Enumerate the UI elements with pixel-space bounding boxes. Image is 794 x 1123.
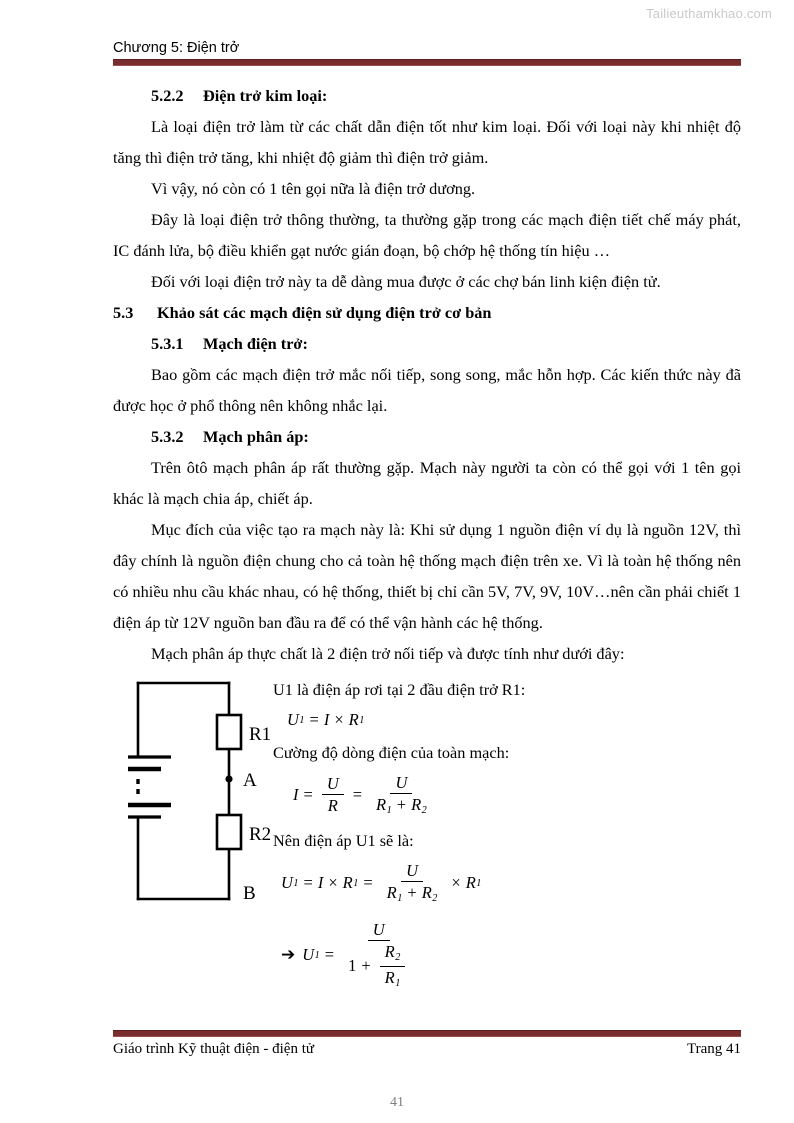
footer-left-text: Giáo trình Kỹ thuật điện - điện tử: [113, 1041, 315, 1057]
arrow-right-icon: ➔: [281, 945, 296, 966]
figure-and-equations: [113, 675, 741, 997]
eq3-fraction: [382, 861, 443, 906]
eq3-times-1: ×: [328, 873, 338, 893]
eq1-times: ×: [334, 710, 344, 729]
eq3-equals-1: =: [303, 873, 313, 893]
heading-5-2-2-text: Điện trở kim loại:: [203, 86, 328, 105]
eq4-u-sub: 1: [314, 949, 320, 961]
body-text-block: [113, 80, 741, 669]
eq4-inner-den-r: R: [384, 967, 395, 987]
heading-5-3-1-number: 5.3.1: [151, 334, 184, 353]
eq3-den-r2-sub: 2: [432, 893, 438, 905]
header-chapter-title: Chương 5: Điện trở: [113, 40, 240, 56]
eq4-inner-num-r: R: [384, 941, 395, 961]
eq3-frac-denominator: [382, 882, 443, 906]
circuit-label-r2: R2: [249, 824, 272, 845]
eq4-outer-numerator: U: [368, 920, 390, 941]
eq3-tail-r-sub: 1: [476, 877, 482, 889]
eq2-den-r2-sub: 2: [421, 805, 427, 817]
eq2-frac1-numerator: U: [322, 774, 344, 795]
eq3-den-plus: +: [407, 883, 417, 902]
eq4-outer-denominator: [343, 941, 414, 991]
page-content: [113, 40, 741, 997]
paragraph-4: Đối với loại điện trở này ta dễ dàng mua được ở các chợ bán linh kiện điện tử.: [151, 272, 661, 291]
eq3-u-sub: 1: [293, 877, 299, 889]
eq2-fraction-u-over-r1r2: [371, 773, 432, 818]
circuit-label-node-a: A: [243, 770, 257, 791]
eq1-u: U: [287, 710, 299, 729]
paragraph-7: Mục đích của việc tạo ra mạch này là: Khi sử dụng 1 nguồn điện ví dụ là nguồn 12V, thì đây chính là nguồn điện chung cho cả toàn hệ thống mạch điện trên xe. Vì là toàn hệ thống nên có nhiều nhu cầu khác nhau, có hệ thống, thiết bị chỉ cần 5V, 7V, 9V, 10V…nên cần phải chiết 1 điện áp từ 12V nguồn ban đầu ra để có thể vận hành các hệ thống.: [113, 520, 741, 632]
eq4-den-one: 1: [348, 956, 357, 976]
footer-right-text: Trang 41: [686, 1041, 741, 1057]
page-header: [113, 40, 741, 66]
paragraph-2: Vì vậy, nó còn có 1 tên gọi nữa là điện trở dương.: [151, 179, 476, 198]
page-footer: [113, 1030, 741, 1058]
heading-5-3: [113, 297, 741, 328]
voltage-divider-circuit-diagram: [128, 675, 278, 905]
header-rule: [113, 59, 741, 66]
eq2-frac2-numerator: U: [390, 773, 412, 794]
heading-5-2-2: [113, 80, 741, 111]
equation-u1-final: [273, 920, 733, 991]
eq4-inner-denominator: [380, 967, 406, 991]
eq4-inner-fraction: [380, 942, 406, 991]
eq1-r-sub: 1: [359, 714, 365, 726]
eq2-den-r2: R: [411, 795, 422, 815]
heading-5-3-text: Khảo sát các mạch điện sử dụng điện trở cơ bản: [157, 303, 492, 322]
eq3-frac-numerator: U: [401, 861, 423, 882]
paragraph-3: Đây là loại điện trở thông thường, ta thường gặp trong các mạch điện tiết chế máy phát, IC đánh lửa, bộ điều khiển gạt nước gián đoạn, bộ chớp hệ thống tín hiệu …: [113, 210, 741, 260]
eq2-frac2-denominator: [371, 794, 432, 818]
math-caption-1: U1 là điện áp rơi tại 2 đầu điện trở R1:: [273, 680, 526, 699]
eq3-r: R: [342, 873, 353, 893]
eq1-r: R: [348, 710, 359, 729]
paragraph-1: Là loại điện trở làm từ các chất dẫn điện tốt như kim loại. Đối với loại này khi nhiệt độ tăng thì điện trở tăng, khi nhiệt độ giảm thì điện trở giảm.: [113, 117, 741, 167]
heading-5-2-2-number: 5.2.2: [151, 86, 184, 105]
circuit-label-r1: R1: [249, 724, 272, 745]
eq3-u: U: [281, 873, 293, 893]
heading-5-3-2-number: 5.3.2: [151, 427, 184, 446]
eq4-u: U: [302, 945, 315, 965]
paragraph-5: Bao gồm các mạch điện trở mắc nối tiếp, song song, mắc hỗn hợp. Các kiến thức này đã được học ở phổ thông nên không nhắc lại.: [113, 365, 741, 415]
eq4-outer-fraction: [343, 920, 414, 991]
watermark-text: Tailieuthamkhao.com: [646, 6, 772, 21]
equation-u1-basic: [273, 710, 733, 730]
paragraph-6: Trên ôtô mạch phân áp rất thường gặp. Mạch này người ta còn có thể gọi với 1 tên gọi khác là mạch chia áp, chiết áp.: [113, 458, 741, 508]
circuit-label-node-b: B: [243, 883, 256, 904]
equation-current: [273, 773, 733, 818]
math-caption-3: Nên điện áp U1 sẽ là:: [273, 830, 414, 850]
eq1-u-sub: 1: [299, 714, 305, 726]
heading-5-3-2: [113, 421, 741, 452]
eq4-inner-numerator: [380, 942, 406, 967]
page-number: 41: [390, 1095, 404, 1110]
eq3-i: I: [317, 873, 324, 893]
eq3-r-sub: 1: [353, 877, 359, 889]
heading-5-3-2-text: Mạch phân áp:: [203, 427, 309, 446]
eq2-fraction-u-over-r: [322, 774, 344, 816]
eq2-frac1-denominator: R: [327, 796, 338, 816]
eq4-inner-den-sub: 1: [395, 977, 401, 989]
eq2-equals-2: =: [352, 785, 363, 805]
eq2-i: I: [293, 785, 299, 805]
heading-5-3-1-text: Mạch điện trở:: [203, 334, 308, 353]
eq3-den-r1: R: [386, 883, 397, 902]
heading-5-3-1: [113, 328, 741, 359]
paragraph-8: Mạch phân áp thực chất là 2 điện trở nối tiếp và được tính như dưới đây:: [151, 644, 625, 663]
equation-u1-expanded: [273, 861, 733, 906]
footer-row: [113, 1041, 741, 1058]
footer-rule: [113, 1030, 741, 1037]
eq4-equals: =: [324, 945, 335, 965]
eq1-equals: =: [309, 710, 319, 729]
eq3-equals-2: =: [363, 873, 373, 893]
eq3-tail-r: R: [465, 873, 476, 893]
eq2-den-r1-sub: 1: [386, 805, 392, 817]
eq2-den-plus: +: [396, 795, 407, 815]
eq3-den-r2: R: [421, 883, 432, 902]
eq3-times-2: ×: [451, 873, 461, 893]
equations-column: [273, 675, 733, 998]
eq4-inner-num-sub: 2: [395, 952, 401, 964]
eq2-den-r1: R: [376, 795, 387, 815]
math-caption-2: Cường độ dòng điện của toàn mạch:: [273, 743, 510, 762]
eq3-den-r1-sub: 1: [397, 893, 403, 905]
heading-5-3-number: 5.3: [113, 303, 134, 322]
eq1-i: I: [323, 710, 330, 729]
eq2-equals-1: =: [303, 785, 313, 805]
eq4-den-plus: +: [361, 956, 371, 976]
